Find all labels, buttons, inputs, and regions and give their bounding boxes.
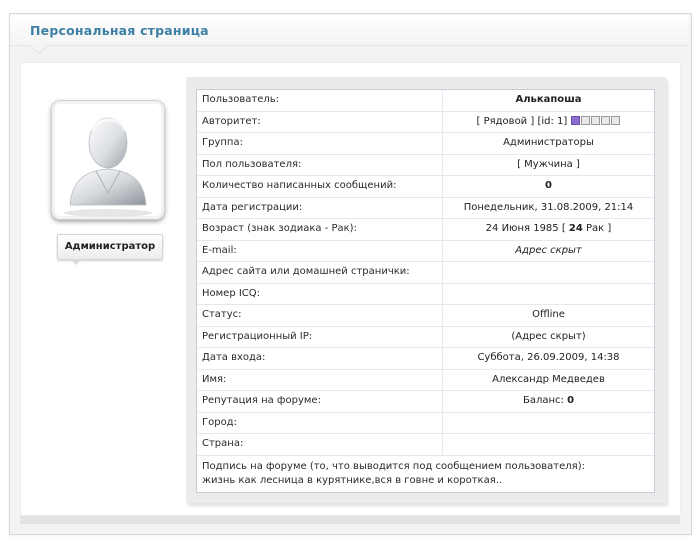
- row-label: Пол пользователя:: [202, 158, 302, 170]
- role-badge-notch: [70, 259, 82, 265]
- reputation-balance: 0: [567, 395, 575, 406]
- rank-square-icon: [611, 116, 620, 125]
- row-login-date: [197, 348, 654, 370]
- email-value: Адрес скрыт: [515, 244, 582, 256]
- rank-square-icon: [571, 116, 580, 125]
- row-label: Количество написанных сообщений:: [202, 180, 397, 191]
- row-user: [197, 90, 654, 112]
- row-posts: [197, 176, 654, 198]
- status-value: Offline: [532, 309, 565, 320]
- row-group: [197, 133, 654, 155]
- row-name: [197, 370, 654, 392]
- row-label: Адрес сайта или домашней странички:: [202, 266, 410, 277]
- reputation-prefix: Баланс:: [522, 395, 568, 406]
- signature-text: жизнь как лесница в курятнике,вся в говне и короткая..: [202, 474, 503, 486]
- row-label: Авторитет:: [202, 115, 261, 127]
- group-value: Администраторы: [503, 137, 594, 148]
- signature-row: [197, 456, 654, 492]
- row-country: [197, 434, 654, 456]
- signature-label: Подпись на форуме (то, что выводится под сообщением пользователя):: [202, 460, 585, 472]
- row-reputation: [197, 391, 654, 413]
- row-website: [197, 262, 654, 284]
- page-title: Персональная страница: [30, 23, 209, 38]
- gender-value: [ Мужчина ]: [517, 158, 580, 170]
- age-suffix: Рак ]: [582, 223, 612, 234]
- row-label: Пользователь:: [202, 94, 280, 105]
- row-city: [197, 413, 654, 435]
- row-label: Имя:: [202, 373, 227, 385]
- row-label: Регистрационный IP:: [202, 330, 313, 342]
- registered-value: Понедельник, 31.08.2009, 21:14: [463, 201, 634, 213]
- profile-table-container: [186, 77, 666, 503]
- row-gender: [197, 155, 654, 177]
- row-label: Статус:: [202, 309, 242, 320]
- row-reg-ip: [197, 327, 654, 349]
- avatar: [51, 100, 165, 220]
- row-icq: [197, 284, 654, 306]
- row-age: [197, 219, 654, 241]
- reputation-value: [443, 391, 654, 411]
- row-label: Репутация на форуме:: [202, 395, 321, 406]
- country-value: [443, 434, 654, 454]
- age-value: [443, 219, 654, 239]
- role-badge: Администратор: [57, 234, 163, 260]
- name-value: Александр Медведев: [492, 373, 605, 385]
- row-label: Дата входа:: [202, 352, 266, 363]
- page-header: [10, 15, 689, 46]
- rank-square-icon: [591, 116, 600, 125]
- city-value: [443, 413, 654, 433]
- authority-value: [443, 112, 654, 132]
- rank-square-icon: [601, 116, 610, 125]
- reg-ip-value: (Адрес скрыт): [511, 330, 586, 342]
- icq-value: [443, 284, 654, 304]
- row-label: Номер ICQ:: [202, 287, 261, 299]
- row-label: Город:: [202, 416, 237, 428]
- footer-bar: [20, 516, 680, 524]
- age-prefix: 24 Июня 1985 [: [485, 223, 569, 234]
- login-date-value: Суббота, 26.09.2009, 14:38: [477, 352, 620, 363]
- age-years: 24: [568, 223, 583, 234]
- rank-square-icon: [581, 116, 590, 125]
- row-status: [197, 305, 654, 327]
- row-label: Группа:: [202, 137, 243, 148]
- row-label: Страна:: [202, 438, 244, 449]
- website-value: [443, 262, 654, 282]
- user-silhouette-icon: [52, 101, 164, 219]
- header-notch-fill: [30, 45, 48, 53]
- username-value: Алькапоша: [515, 94, 582, 105]
- row-email: [197, 241, 654, 263]
- row-registered: [197, 198, 654, 220]
- row-label: E-mail:: [202, 244, 237, 256]
- row-label: Дата регистрации:: [202, 201, 303, 213]
- profile-table: [196, 89, 655, 493]
- rank-indicator: [570, 116, 620, 127]
- row-label: Возраст (знак зодиака - Рак):: [202, 223, 357, 234]
- rank-text: [ Рядовой ] [id: 1]: [476, 115, 568, 127]
- posts-value: 0: [545, 180, 552, 191]
- row-authority: [197, 112, 654, 134]
